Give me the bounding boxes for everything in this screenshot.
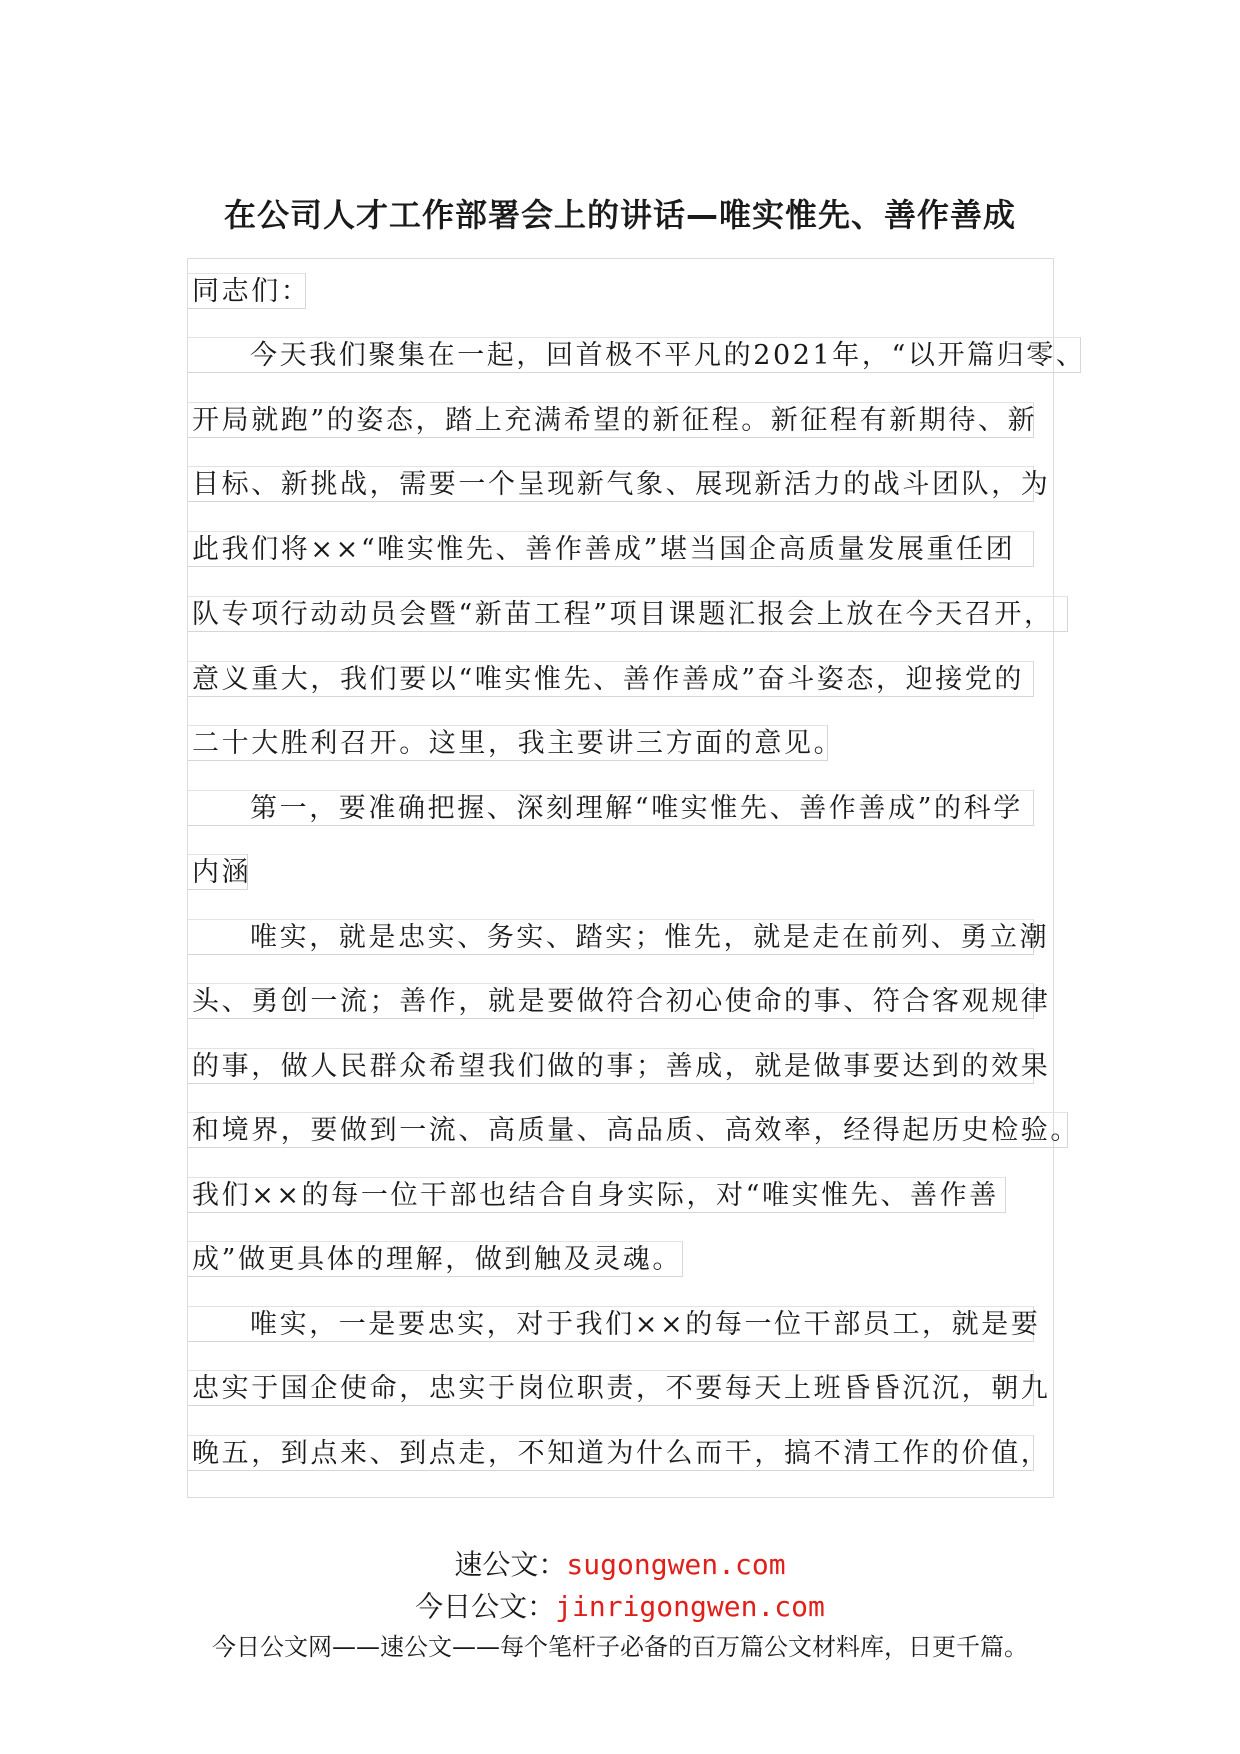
text-line: 队专项行动动员会暨“新苗工程”项目课题汇报会上放在今天召开， (188, 596, 1068, 632)
footer-sugongwen (0, 1543, 1240, 1583)
text-line: 开局就跑”的姿态，踏上充满希望的新征程。新征程有新期待、新 (188, 402, 1034, 438)
footer-label: 今日公文： (415, 1590, 556, 1623)
sugongwen-link[interactable]: sugongwen.com (566, 1548, 786, 1581)
text-line: 今天我们聚集在一起，回首极不平凡的2021年，“以开篇归零、 (188, 337, 1081, 373)
text-line: 二十大胜利召开。这里，我主要讲三方面的意见。 (188, 725, 828, 761)
footer-label: 速公文： (454, 1548, 567, 1581)
text-line: 意义重大，我们要以“唯实惟先、善作善成”奋斗姿态，迎接党的 (188, 661, 1034, 697)
text-line: 唯实，一是要忠实，对于我们××的每一位干部员工，就是要 (188, 1306, 1034, 1342)
text-line: 忠实于国企使命，忠实于岗位职责，不要每天上班昏昏沉沉，朝九 (188, 1370, 1034, 1406)
text-line: 目标、新挑战，需要一个呈现新气象、展现新活力的战斗团队，为 (188, 466, 1034, 502)
text-line: 晚五，到点来、到点走，不知道为什么而干，搞不清工作的价值， (188, 1435, 1034, 1471)
footer-jinrigongwen (0, 1585, 1240, 1625)
jinrigongwen-link[interactable]: jinrigongwen.com (555, 1590, 825, 1623)
salutation-line: 同志们： (188, 273, 306, 309)
text-line: 成”做更具体的理解，做到触及灵魂。 (188, 1241, 683, 1277)
text-line: 唯实，就是忠实、务实、踏实；惟先，就是走在前列、勇立潮 (188, 919, 1034, 955)
document-title: 在公司人才工作部署会上的讲话—唯实惟先、善作善成 (223, 196, 1016, 234)
section-heading-line: 内涵 (188, 854, 248, 890)
text-line: 此我们将××“唯实惟先、善作善成”堪当国企高质量发展重任团 (188, 531, 1034, 567)
section-heading-line: 第一，要准确把握、深刻理解“唯实惟先、善作善成”的科学 (188, 790, 1034, 826)
footer-slogan: 今日公文网——速公文——每个笔杆子必备的百万篇公文材料库，日更千篇。 (212, 1633, 1028, 1661)
text-line: 头、勇创一流；善作，就是要做符合初心使命的事、符合客观规律 (188, 983, 1034, 1019)
text-line: 我们××的每一位干部也结合自身实际，对“唯实惟先、善作善 (188, 1177, 1006, 1213)
text-line: 的事，做人民群众希望我们做的事；善成，就是做事要达到的效果 (188, 1048, 1034, 1084)
text-line: 和境界，要做到一流、高质量、高品质、高效率，经得起历史检验。 (188, 1112, 1068, 1148)
